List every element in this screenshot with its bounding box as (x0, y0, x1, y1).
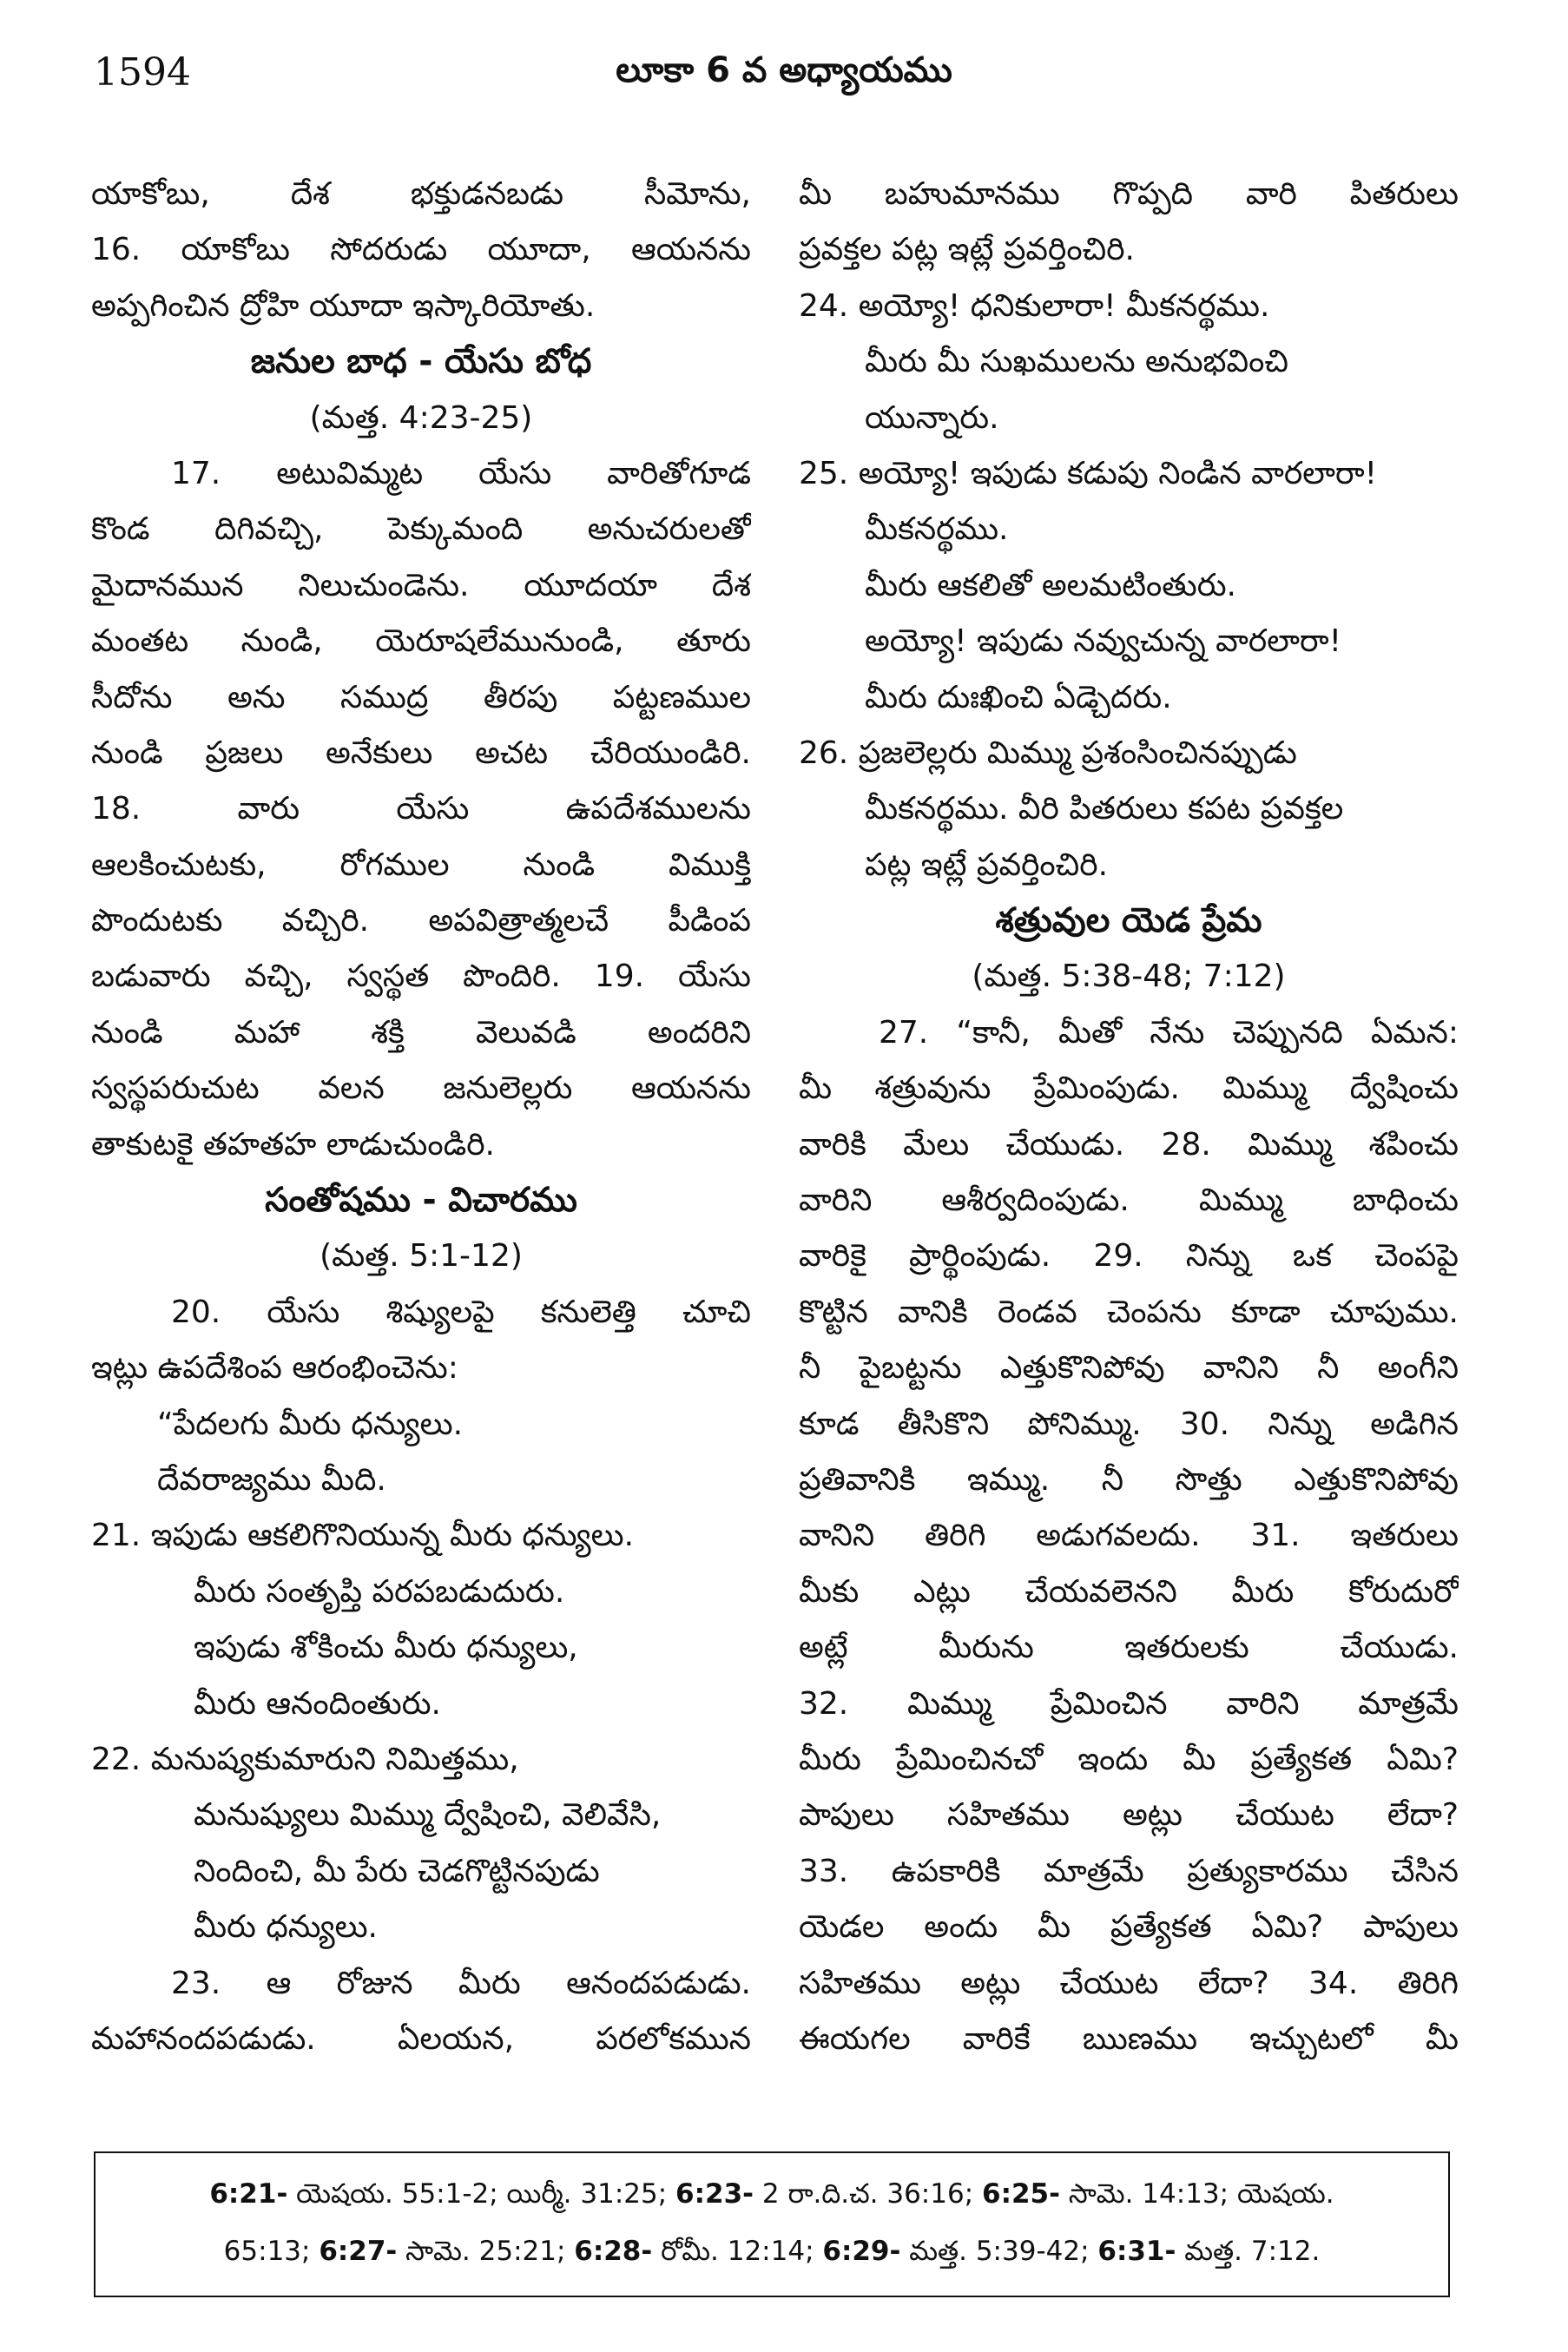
text-line: 23. ఆ రోజున మీరు ఆనందపడుడు. (171, 1965, 751, 2001)
text-line: “పేదలగు మీరు ధన్యులు. (157, 1406, 464, 1442)
section-heading: సంతోషము - విచారము (265, 1181, 577, 1221)
left-column (91, 167, 751, 2067)
running-title: లూకా 6 వ అధ్యాయము (616, 50, 952, 90)
text-line: అట్లే మీరును ఇతరులకు చేయుడు. (799, 1630, 1459, 1666)
text-line: నుండి ప్రజలు అనేకులు అచట చేరియుండిరి. (91, 735, 751, 771)
text-line: మీరు ఆనందింతురు. (194, 1685, 441, 1722)
text-line: కొట్టిన వానికి రెండవ చెంపను కూడా చూపుము. (799, 1294, 1459, 1330)
text-line: సీదోను అను సముద్ర తీరపు పట్టణముల (91, 679, 751, 715)
text-line: కొండ దిగివచ్చి, పెక్కుమంది అనుచరులతో (91, 511, 751, 548)
text-line: ఈయగల వారికే ఋణము ఇచ్చుటలో మీ (799, 2020, 1459, 2057)
footnote-text: మత్త. 7:12. (1176, 2236, 1321, 2267)
text-line: పట్ల ఇట్లే ప్రవర్తించిరి. (865, 847, 1109, 883)
footnote-ref: 6:23- (675, 2178, 754, 2210)
text-line: స్వస్థపరుచుట వలన జనులెల్లరు ఆయనను (91, 1071, 751, 1107)
text-line: మీరు ఆకలితో అలమటింతురు. (865, 567, 1236, 603)
text-line: మీ బహుమానము గొప్పది వారి పితరులు (799, 176, 1459, 212)
text-line: 17. అటువిమ్మట యేసు వారితోగూడ (171, 455, 751, 491)
text-line: 22. మనుష్యకుమారుని నిమిత్తము, (91, 1741, 519, 1777)
text-line: మీ శత్రువును ప్రేమింపుడు. మిమ్ము ద్వేషించు (799, 1071, 1459, 1107)
text-line: నీ పైబట్టను ఎత్తుకొనిపోవు వానిని నీ అంగీని (799, 1350, 1459, 1387)
footnotes-box (94, 2151, 1450, 2297)
footnote-ref: 6:29- (822, 2236, 901, 2267)
footnote-line (113, 2165, 1431, 2223)
text-line: మీరు మీ సుఖములను అనుభవించి (865, 344, 1288, 380)
text-line: తాకుటకై తహతహ లాడుచుండిరి. (91, 1126, 495, 1163)
footnote-text: యెషయ. 55:1-2; యిర్మీ. 31:25; (287, 2178, 676, 2210)
text-line: బడువారు వచ్చి, స్వస్థత పొందిరి. 19. యేసు (91, 959, 751, 995)
footnote-text: 2 రా.ది.చ. 36:16; (754, 2178, 982, 2210)
footnote-text: సామె. 25:21; (397, 2236, 575, 2267)
text-line: మహానందపడుడు. ఏలయన, పరలోకమున (91, 2020, 751, 2057)
text-line: 21. ఇపుడు ఆకలిగొనియున్న మీరు ధన్యులు. (91, 1518, 635, 1554)
text-line: మీరు ధన్యులు. (194, 1909, 378, 1946)
text-line: మీకు ఎట్లు చేయవలెనని మీరు కోరుదురో (799, 1573, 1459, 1610)
text-line: 33. ఉపకారికి మాత్రమే ప్రత్యుకారము చేసిన (799, 1853, 1459, 1889)
text-line: నిందించి, మీ పేరు చెడగొట్టినపుడు (194, 1853, 600, 1889)
text-line: మీకనర్థము. వీరి పితరులు కపట ప్రవక్తల (865, 791, 1344, 827)
section-heading: జనుల బాధ - యేసు బోధ (250, 342, 592, 382)
text-line: 32. మిమ్ము ప్రేమించిన వారిని మాత్రమే (799, 1685, 1459, 1722)
footnote-line (113, 2223, 1431, 2280)
text-line: ఇట్లు ఉపదేశింప ఆరంభించెను: (91, 1350, 458, 1387)
text-line: మనుష్యులు మిమ్ము ద్వేషించి, వెలివేసి, (194, 1797, 662, 1834)
text-line: కూడ తీసికొని పోనిమ్ము. 30. నిన్ను అడిగిన (799, 1406, 1459, 1442)
footnote-ref: 6:21- (209, 2178, 288, 2210)
footnote-ref: 6:31- (1097, 2236, 1176, 2267)
text-line: వానిని తిరిగి అడుగవలదు. 31. ఇతరులు (799, 1518, 1459, 1554)
section-heading: శత్రువుల యెడ ప్రేమ (995, 901, 1262, 941)
text-line: మీరు సంతృప్తి పరపబడుదురు. (194, 1573, 565, 1610)
text-line: మైదానమున నిలుచుండెను. యూదయా దేశ (91, 567, 751, 603)
text-line: 24. అయ్యో! ధనికులారా! మీకనర్థము. (799, 287, 1270, 324)
text-line: సహితము అట్లు చేయుట లేదా? 34. తిరిగి (799, 1965, 1459, 2001)
cross-reference: (మత్త. 4:23-25) (309, 399, 533, 436)
text-line: అప్పగించిన ద్రోహి యూదా ఇస్కారియోతు. (91, 287, 596, 324)
text-line: దేవరాజ్యము మీది. (157, 1461, 386, 1498)
text-line: ప్రతివానికి ఇమ్ము. నీ సొత్తు ఎత్తుకొనిపోవు (799, 1461, 1459, 1498)
footnote-text: మత్త. 5:39-42; (900, 2236, 1098, 2267)
footnote-text: సామె. 14:13; యెషయ. (1059, 2178, 1334, 2210)
footnote-ref: 6:25- (982, 2178, 1060, 2210)
text-line: నుండి మహా శక్తి వెలువడి అందరిని (91, 1014, 751, 1051)
cross-reference: (మత్త. 5:38-48; 7:12) (972, 959, 1286, 995)
page-number: 1594 (94, 50, 191, 95)
text-line: వారిని ఆశీర్వదింపుడు. మిమ్ము బాధించు (799, 1183, 1459, 1219)
text-line: యున్నారు. (865, 399, 999, 436)
text-line: పొందుటకు వచ్చిరి. అపవిత్రాత్మలచే పీడింప (91, 903, 751, 939)
text-line: ఆలకించుటకు, రోగముల నుండి విముక్తి (91, 847, 751, 883)
text-line: మీరు ప్రేమించినచో ఇందు మీ ప్రత్యేకత ఏమి? (799, 1741, 1459, 1777)
text-line: వారికై ప్రార్థింపుడు. 29. నిన్ను ఒక చెంపపై (799, 1238, 1459, 1275)
text-line: మీకనర్థము. (865, 511, 1009, 548)
text-line: 26. ప్రజలెల్లరు మిమ్ము ప్రశంసించినప్పుడు (799, 735, 1297, 771)
footnote-ref: 6:27- (319, 2236, 398, 2267)
text-line: పాపులు సహితము అట్లు చేయుట లేదా? (799, 1797, 1459, 1834)
right-column (799, 167, 1459, 2067)
text-line: ప్రవక్తల పట్ల ఇట్లే ప్రవర్తించిరి. (799, 232, 1135, 268)
text-line: వారికి మేలు చేయుడు. 28. మిమ్ము శపించు (799, 1126, 1459, 1163)
text-line: 20. యేసు శిష్యులపై కనులెత్తి చూచి (171, 1294, 751, 1330)
text-line: 27. “కానీ, మీతో నేను చెప్పునది ఏమన: (879, 1014, 1459, 1051)
text-line: 25. అయ్యో! ఇపుడు కడుపు నిండిన వారలారా! (799, 455, 1378, 491)
footnote-text: 65:13; (223, 2236, 320, 2267)
footnote-ref: 6:28- (574, 2236, 653, 2267)
cross-reference: (మత్త. 5:1-12) (320, 1238, 523, 1275)
text-line: 18. వారు యేసు ఉపదేశములను (91, 791, 751, 827)
text-line: మీరు దుఃఖించి ఏడ్చెదరు. (865, 679, 1172, 715)
text-line: అయ్యో! ఇపుడు నవ్వుచున్న వారలారా! (865, 623, 1342, 660)
text-line: 16. యాకోబు సోదరుడు యూదా, ఆయనను (91, 232, 751, 268)
text-line: యెడల అందు మీ ప్రత్యేకత ఏమి? పాపులు (799, 1909, 1459, 1946)
footnote-text: రోమీ. 12:14; (652, 2236, 823, 2267)
text-line: ఇపుడు శోకించు మీరు ధన్యులు, (194, 1630, 578, 1666)
text-line: యాకోబు, దేశ భక్తుడనబడు సీమోను, (91, 176, 751, 212)
text-line: మంతట నుండి, యెరూషలేమునుండి, తూరు (91, 623, 751, 660)
